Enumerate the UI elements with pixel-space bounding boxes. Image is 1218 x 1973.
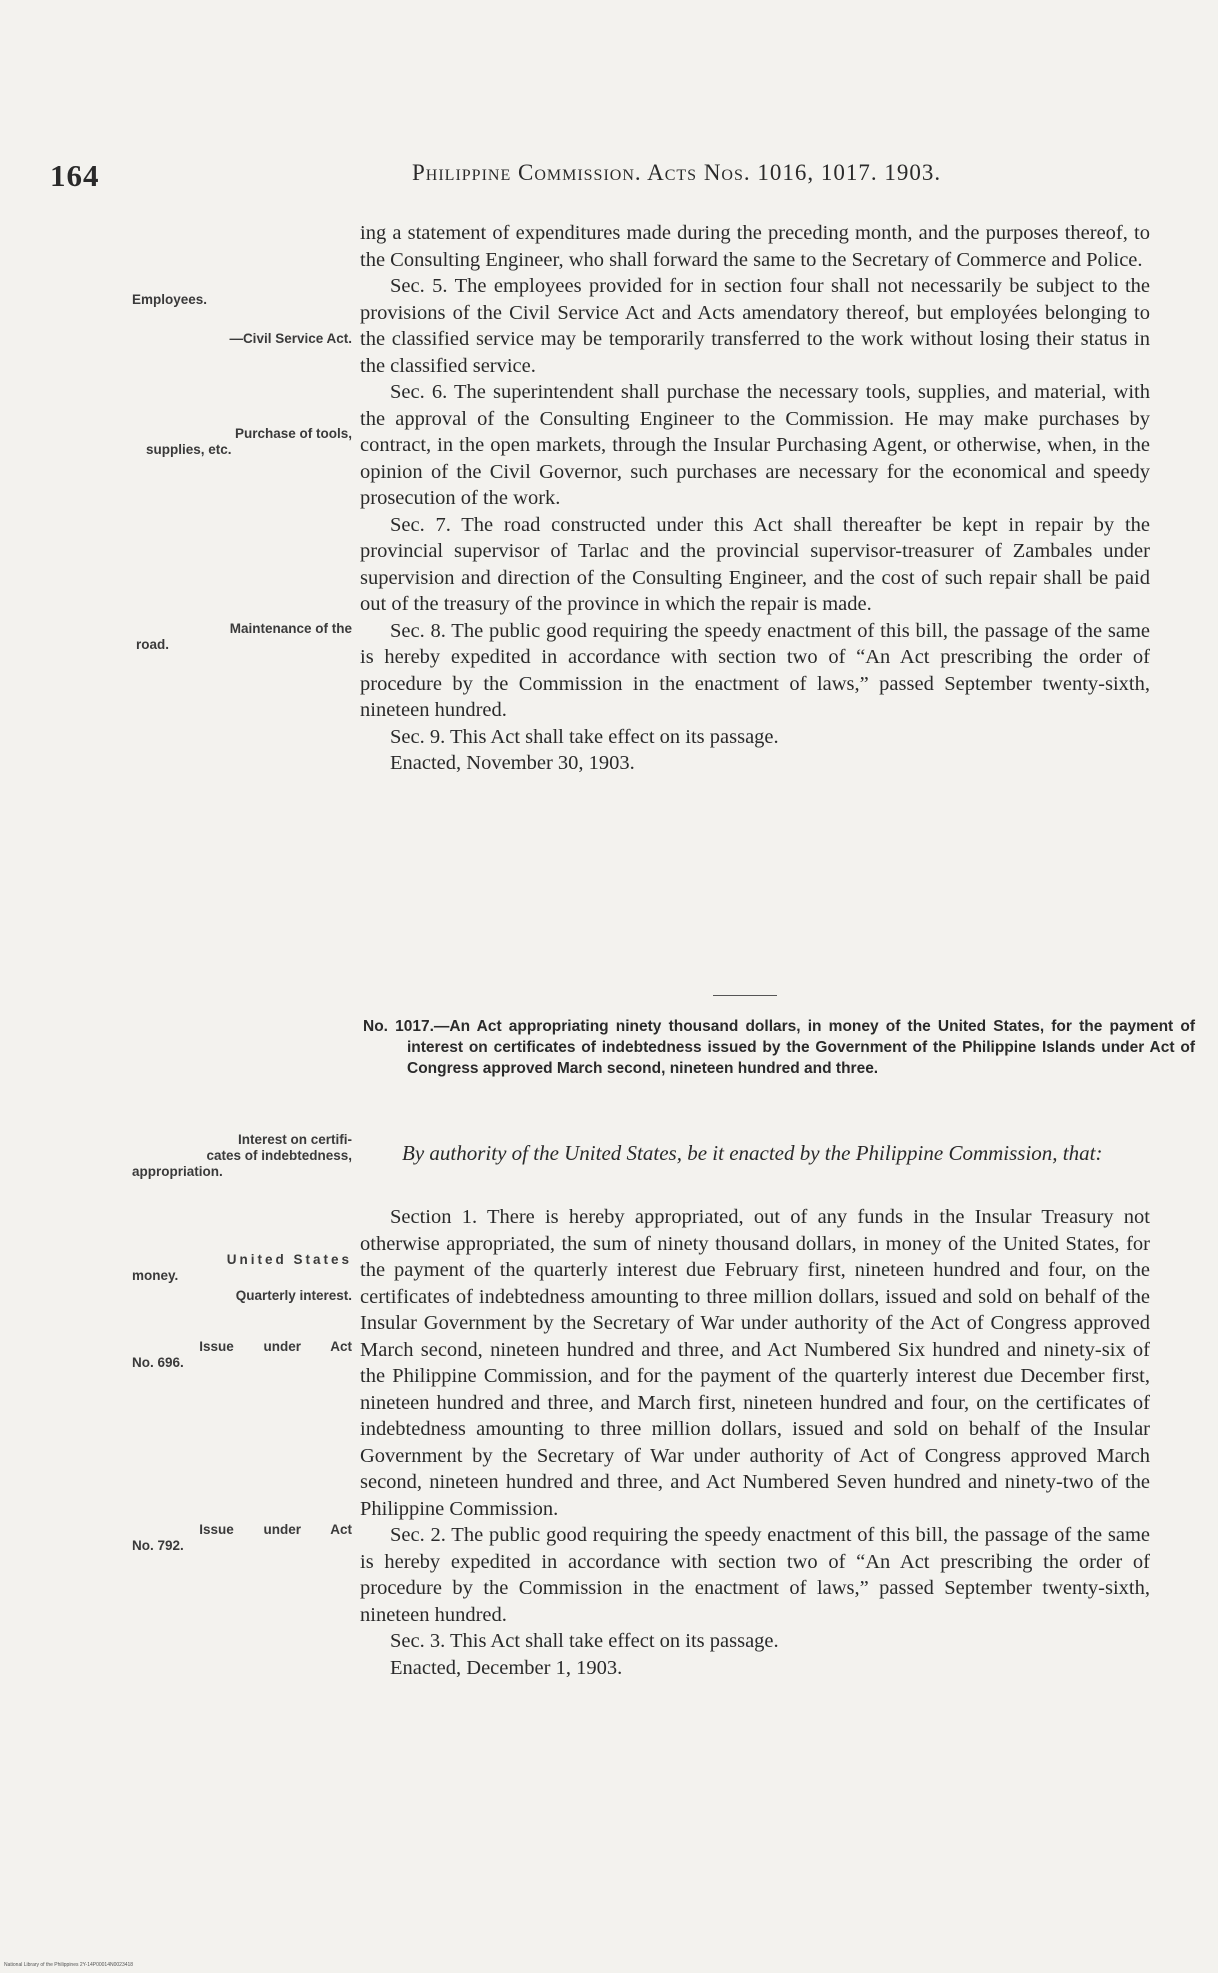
enacted-date-1017: Enacted, December 1, 1903. xyxy=(390,1656,623,1679)
paragraph-continuation: ing a statement of expenditures made during the preceding month, and the purposes thereof, to the Consulting Engineer, who shall forward the same to the Secretary of Commerce and Police. xyxy=(360,222,1150,271)
margin-note-civil-service: —Civil Service Act. xyxy=(229,331,352,346)
margin-note-us-money: United States money. xyxy=(132,1252,352,1283)
margin-note-quarterly-interest: Quarterly interest. xyxy=(235,1288,352,1303)
margin-note-interest: Interest on certifi- cates of indebtedness, appropriation. xyxy=(132,1132,352,1179)
page-number: 164 xyxy=(50,158,100,193)
margin-note-purchase: Purchase of tools, supplies, etc. xyxy=(146,426,352,457)
section-divider xyxy=(713,995,777,996)
act-1017-text xyxy=(360,1204,1150,1681)
margin-note-issue-792: Issue under Act No. 792. xyxy=(132,1522,352,1553)
section-5: Sec. 5. The employees provided for in section four shall not necessarily be subject to the provisions of the Civil Service Act and Acts amendatory thereof, but employées belonging to the classified service may be temporarily transferred to the work without losing their status in the classified service. xyxy=(360,275,1150,377)
running-head: Philippine Commission. Acts Nos. 1016, 1017. 1903. xyxy=(412,160,942,185)
section-1: Section 1. There is hereby appropriated, out of any funds in the Insular Treasury not otherwise appropriated, the sum of ninety thousand dollars, in money of the United States, for the payment of the quarterly interest due February first, nineteen hundred and four, on the certificates of indebtedness amounting to three million dollars, issued and sold on behalf of the Insular Government by the Secretary of War under authority of the Act of Congress approved March second, nineteen hundred and three, and Act Numbered Six hundred and ninety-six of the Philippine Commission, and for the payment of the quarterly interest due December first, nineteen hundred and three, and March first, nineteen hundred and four, on the certificates of indebtedness amounting to three million dollars, issued and sold on behalf of the Insular Government by the Secretary of War under authority of Act of Congress approved March second, nineteen hundred and three, and Act Numbered Seven hundred and ninety-two of the Philippine Commission. xyxy=(360,1206,1150,1520)
enacted-date-1016: Enacted, November 30, 1903. xyxy=(390,752,635,774)
scan-footer: National Library of the Philippines 2Y-14P00014N0023418 xyxy=(4,1962,134,1968)
section-3: Sec. 3. This Act shall take effect on its passage. xyxy=(390,1630,779,1652)
margin-note-employees: Employees. xyxy=(132,292,208,307)
margin-note-issue-696: Issue under Act No. 696. xyxy=(132,1339,352,1370)
section-6: Sec. 6. The superintendent shall purchase the necessary tools, supplies, and material, with the approval of the Consulting Engineer to the Commission. He may make purchases by contract, in the open markets, through the Insular Purchasing Agent, or otherwise, when, in the opinion of the Civil Governor, such purchases are necessary for the economical and speedy prosecution of the work. xyxy=(360,381,1150,509)
act-1017-title: No. 1017.—An Act appropriating ninety thousand dollars, in money of the United States, for the payment of interest on certificates of indebtedness issued by the Government of the Philippine Islands under Act of Congress approved March second, nineteen hundred and three. xyxy=(363,1018,1195,1077)
section-2: Sec. 2. The public good requiring the speedy enactment of this bill, the passage of the same is hereby expedited in accordance with section two of “An Act prescribing the order of procedure by the Commission in the enactment of laws,” passed September twenty-sixth, nineteen hundred. xyxy=(360,1524,1150,1626)
section-8: Sec. 8. The public good requiring the speedy enactment of this bill, the passage of the same is hereby expedited in accordance with section two of “An Act prescribing the order of procedure by the Commission in the enactment of laws,” passed September twenty-sixth, nineteen hundred. xyxy=(360,619,1150,721)
section-9: Sec. 9. This Act shall take effect on its passage. xyxy=(390,725,779,748)
enacting-clause: By authority of the United States, be it enacted by the Philippine Commission, that: xyxy=(402,1141,1103,1165)
margin-note-maintenance: Maintenance of the road. xyxy=(136,621,352,652)
act-1016-text xyxy=(360,220,1150,777)
section-7: Sec. 7. The road constructed under this Act shall thereafter be kept in repair by the provincial supervisor of Tarlac and the provincial supervisor-treasurer of Zambales under supervision and direction of the Consulting Engineer, and the cost of such repair shall be paid out of the treasury of the province in which the repair is made. xyxy=(360,513,1150,615)
